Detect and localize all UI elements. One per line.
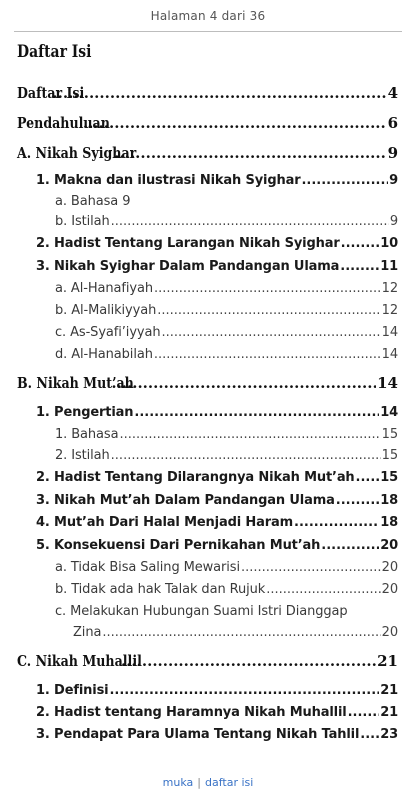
toc-entry-label: a. Tidak Bisa Saling Mewarisi xyxy=(55,560,240,575)
toc-entry[interactable] xyxy=(55,281,398,296)
toc-entry-label: 1. Pengertian xyxy=(36,405,134,420)
toc-entry[interactable] xyxy=(55,427,398,442)
dot-leader xyxy=(321,538,379,553)
toc-entry[interactable] xyxy=(55,582,398,597)
toc-entry[interactable] xyxy=(55,325,398,340)
toc-entry-page: 18 xyxy=(380,515,398,530)
toc-entry[interactable] xyxy=(55,214,398,229)
dot-leader xyxy=(134,405,379,420)
toc-entry-label: b. Tidak ada hak Talak dan Rujuk xyxy=(55,582,266,597)
dot-leader xyxy=(102,625,380,640)
toc-entry-page: 23 xyxy=(380,727,398,742)
toc-entry-page: 20 xyxy=(380,538,398,553)
dot-leader xyxy=(154,347,381,362)
toc-entry-label: c. Melakukan Hubungan Suami Istri Dianggap xyxy=(55,604,348,619)
toc-entry-label: b. Al-Malikiyyah xyxy=(55,303,157,318)
dot-leader xyxy=(52,84,386,102)
home-link[interactable]: muka xyxy=(162,776,194,789)
toc-entry-page: 11 xyxy=(380,259,398,274)
dot-leader xyxy=(111,448,381,463)
toc-entry-label: Zina xyxy=(73,625,102,640)
toc-entry[interactable] xyxy=(36,173,398,188)
dot-leader xyxy=(111,214,389,229)
toc-entry-page: 4 xyxy=(387,84,398,102)
footer-separator: | xyxy=(197,776,201,789)
toc-entry-label: 3. Nikah Mut’ah Dalam Pandangan Ulama xyxy=(36,493,335,508)
dot-leader xyxy=(83,114,387,132)
toc-entry-label: d. Al-Hanabilah xyxy=(55,347,153,362)
toc-entry[interactable] xyxy=(55,303,398,318)
toc-entry-page: 12 xyxy=(381,303,398,318)
toc-entry-label: 1. Makna dan ilustrasi Nikah Syighar xyxy=(36,173,301,188)
toc-entry-label: a. Bahasa 9 xyxy=(55,194,131,209)
toc-entry[interactable] xyxy=(36,405,398,420)
toc-entry-page: 9 xyxy=(389,214,398,229)
dot-leader xyxy=(301,173,388,188)
dot-leader xyxy=(348,705,380,720)
toc-entry-label: 2. Hadist tentang Haramnya Nikah Muhallil xyxy=(36,705,347,720)
toc-entry-label: a. Al-Hanafiyah xyxy=(55,281,153,296)
toc-entry-daftar-isi[interactable] xyxy=(17,84,398,102)
dot-leader xyxy=(114,144,386,162)
dot-leader xyxy=(109,683,379,698)
toc-entry-label: 2. Hadist Tentang Larangan Nikah Syighar xyxy=(36,236,340,251)
dot-leader xyxy=(241,560,381,575)
toc-entry-label: b. Istilah xyxy=(55,214,110,229)
toc-entry[interactable] xyxy=(36,236,398,251)
toc-entry-section-c[interactable] xyxy=(17,652,398,670)
toc-entry[interactable] xyxy=(55,604,398,619)
toc-entry-pendahuluan[interactable] xyxy=(17,114,398,132)
dot-leader xyxy=(340,259,379,274)
toc-entry-label: 5. Konsekuensi Dari Pernikahan Mut’ah xyxy=(36,538,321,553)
toc-entry-page: 15 xyxy=(381,427,398,442)
toc-entry-page: 9 xyxy=(387,144,398,162)
toc-entry[interactable] xyxy=(36,515,398,530)
toc-entry-page: 6 xyxy=(387,114,398,132)
dot-leader xyxy=(266,582,380,597)
toc-entry-page: 21 xyxy=(380,683,398,698)
dot-leader xyxy=(294,515,379,530)
toc-entry[interactable] xyxy=(36,538,398,553)
toc-entry-page: 9 xyxy=(389,173,398,188)
toc-entry-label: 4. Mut’ah Dari Halal Menjadi Haram xyxy=(36,515,294,530)
toc-entry-label: 1. Definisi xyxy=(36,683,109,698)
toc-entry-section-b[interactable] xyxy=(17,374,398,392)
toc-entry-page: 15 xyxy=(380,470,398,485)
toc-entry-label: 2. Hadist Tentang Dilarangnya Nikah Mut’ah xyxy=(36,470,355,485)
toc-entry[interactable] xyxy=(36,683,398,698)
toc-entry-label: B. Nikah Mut’ah xyxy=(17,374,134,392)
toc-link[interactable]: daftar isi xyxy=(205,776,254,789)
toc-entry-page: 18 xyxy=(380,493,398,508)
dot-leader xyxy=(341,236,380,251)
dot-leader xyxy=(154,281,381,296)
toc-entry-section-a[interactable] xyxy=(17,144,398,162)
dot-leader xyxy=(336,493,379,508)
toc-entry-page: 20 xyxy=(381,560,398,575)
toc-entry[interactable] xyxy=(55,347,398,362)
toc-entry-label: Daftar Isi xyxy=(17,84,85,102)
toc-entry-label: 1. Bahasa xyxy=(55,427,119,442)
toc-entry[interactable] xyxy=(55,448,398,463)
toc-entry-page: 14 xyxy=(377,374,398,392)
toc-entry-page: 21 xyxy=(380,705,398,720)
page-title: Daftar Isi xyxy=(17,42,92,62)
toc-entry-label: Pendahuluan xyxy=(17,114,110,132)
dot-leader xyxy=(162,325,381,340)
toc-entry-label: c. As-Syafi’iyyah xyxy=(55,325,161,340)
toc-entry[interactable] xyxy=(36,470,398,485)
dot-leader xyxy=(121,652,376,670)
dot-leader xyxy=(360,727,379,742)
toc-entry-page: 21 xyxy=(377,652,398,670)
toc-entry[interactable] xyxy=(36,705,398,720)
toc-entry-label: C. Nikah Muhallil xyxy=(17,652,142,670)
toc-entry-page: 14 xyxy=(380,405,398,420)
dot-leader xyxy=(157,303,380,318)
toc-entry-page: 15 xyxy=(381,448,398,463)
toc-entry-page: 14 xyxy=(381,347,398,362)
toc-entry-page: 10 xyxy=(380,236,398,251)
toc-entry-page: 14 xyxy=(381,325,398,340)
dot-leader xyxy=(356,470,380,485)
header-divider xyxy=(14,31,402,32)
dot-leader xyxy=(111,374,376,392)
toc-entry-page: 12 xyxy=(381,281,398,296)
toc-entry-label: 2. Istilah xyxy=(55,448,110,463)
toc-entry-page: 20 xyxy=(381,582,398,597)
toc-entry-label: A. Nikah Syighar xyxy=(17,144,137,162)
footer-nav xyxy=(0,776,416,789)
toc-entry[interactable] xyxy=(36,493,398,508)
toc-entry[interactable] xyxy=(55,560,398,575)
toc-entry[interactable] xyxy=(55,194,398,209)
toc-entry-continuation[interactable] xyxy=(73,625,398,640)
toc-entry-label: 3. Pendapat Para Ulama Tentang Nikah Tahlil xyxy=(36,727,360,742)
dot-leader xyxy=(119,427,380,442)
toc-entry[interactable] xyxy=(36,259,398,274)
toc-entry-page: 20 xyxy=(381,625,398,640)
page-indicator: Halaman 4 dari 36 xyxy=(150,9,266,23)
toc-entry-label: 3. Nikah Syighar Dalam Pandangan Ulama xyxy=(36,259,340,274)
toc-entry[interactable] xyxy=(36,727,398,742)
